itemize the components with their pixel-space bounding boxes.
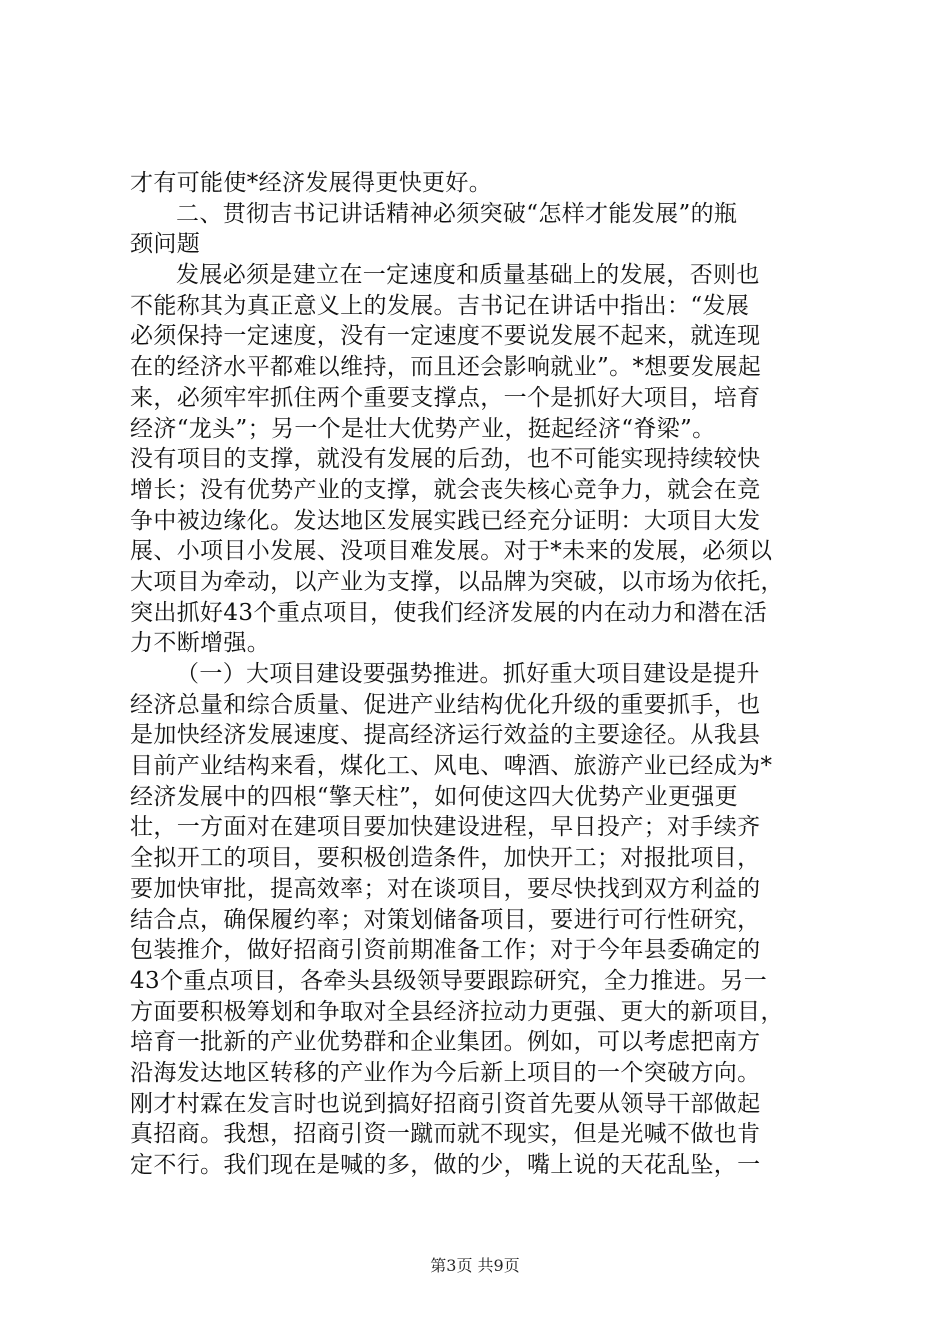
paragraph-start: 发展必须是建立在一定速度和质量基础上的发展，否则也	[176, 262, 760, 289]
text-line: 在的经济水平都难以维持，而且还会影响就业”。*想要发展起	[130, 354, 762, 381]
text-line: 展、小项目小发展、没项目难发展。对于*未来的发展，必须以	[130, 538, 773, 565]
text-line: 要加快审批，提高效率；对在谈项目，要尽快找到双方利益的	[130, 875, 761, 902]
text-line: 全拟开工的项目，要积极创造条件，加快开工；对报批项目，	[130, 845, 761, 872]
text-line: 定不行。我们现在是喊的多，做的少，嘴上说的天花乱坠，一	[130, 1152, 761, 1178]
text-line: 不能称其为真正意义上的发展。吉书记在讲话中指出：“发展	[130, 292, 750, 319]
text-line: 目前产业结构来看，煤化工、风电、啤酒、旅游产业已经成为*	[130, 753, 773, 780]
text-line: 经济总量和综合质量、促进产业结构优化升级的重要抓手，也	[130, 691, 761, 718]
text-line: 43个重点项目，各牵头县级领导要跟踪研究，全力推进。另一	[130, 967, 768, 994]
text-line: 增长；没有优势产业的支撑，就会丧失核心竞争力，就会在竞	[130, 476, 761, 503]
text-line: 大项目为牵动，以产业为支撑，以品牌为突破，以市场为依托，	[130, 568, 784, 595]
text-line: 真招商。我想，招商引资一蹴而就不现实，但是光喊不做也肯	[130, 1121, 761, 1148]
body-text	[130, 168, 830, 1181]
text-line: 是加快经济发展速度、提高经济运行效益的主要途径。从我县	[130, 722, 761, 749]
text-line: 没有项目的支撑，就没有发展的后劲，也不可能实现持续较快	[130, 446, 761, 473]
text-line: 争中被边缘化。发达地区发展实践已经充分证明：大项目大发	[130, 507, 761, 534]
text-line: 力不断增强。	[130, 630, 271, 657]
text-line: 包装推介，做好招商引资前期准备工作；对于今年县委确定的	[130, 937, 761, 964]
text-line: 才有可能使*经济发展得更快更好。	[130, 170, 493, 196]
text-line: 壮，一方面对在建项目要加快建设进程，早日投产；对手续齐	[130, 814, 761, 841]
text-line: 突出抓好43个重点项目，使我们经济发展的内在动力和潜在活	[130, 599, 768, 626]
text-line: 经济“龙头”；另一个是壮大优势产业，挺起经济“脊梁”。	[130, 415, 716, 442]
text-line: 来，必须牢牢抓住两个重要支撑点，一个是抓好大项目，培育	[130, 384, 761, 411]
page-footer: 第3页 共9页	[430, 1256, 520, 1275]
text-line: 结合点，确保履约率；对策划储备项目，要进行可行性研究，	[130, 906, 761, 933]
text-line: 经济发展中的四根“擎天柱”，如何使这四大优势产业更强更	[130, 783, 738, 810]
text-line: 培育一批新的产业优势群和企业集团。例如，可以考虑把南方	[130, 1029, 761, 1056]
paragraph-start: （一）大项目建设要强势推进。抓好重大项目建设是提升	[176, 661, 760, 687]
section-heading: 二、贯彻吉书记讲话精神必须突破“怎样才能发展”的瓶	[176, 200, 738, 227]
text-line: 方面要积极筹划和争取对全县经济拉动力更强、更大的新项目，	[130, 998, 784, 1025]
text-line: 刚才村霖在发言时也说到搞好招商引资首先要从领导干部做起	[130, 1090, 761, 1117]
text-line: 颈问题	[130, 231, 201, 258]
text-line: 沿海发达地区转移的产业作为今后新上项目的一个突破方向。	[130, 1059, 761, 1086]
text-line: 必须保持一定速度，没有一定速度不要说发展不起来，就连现	[130, 323, 761, 350]
